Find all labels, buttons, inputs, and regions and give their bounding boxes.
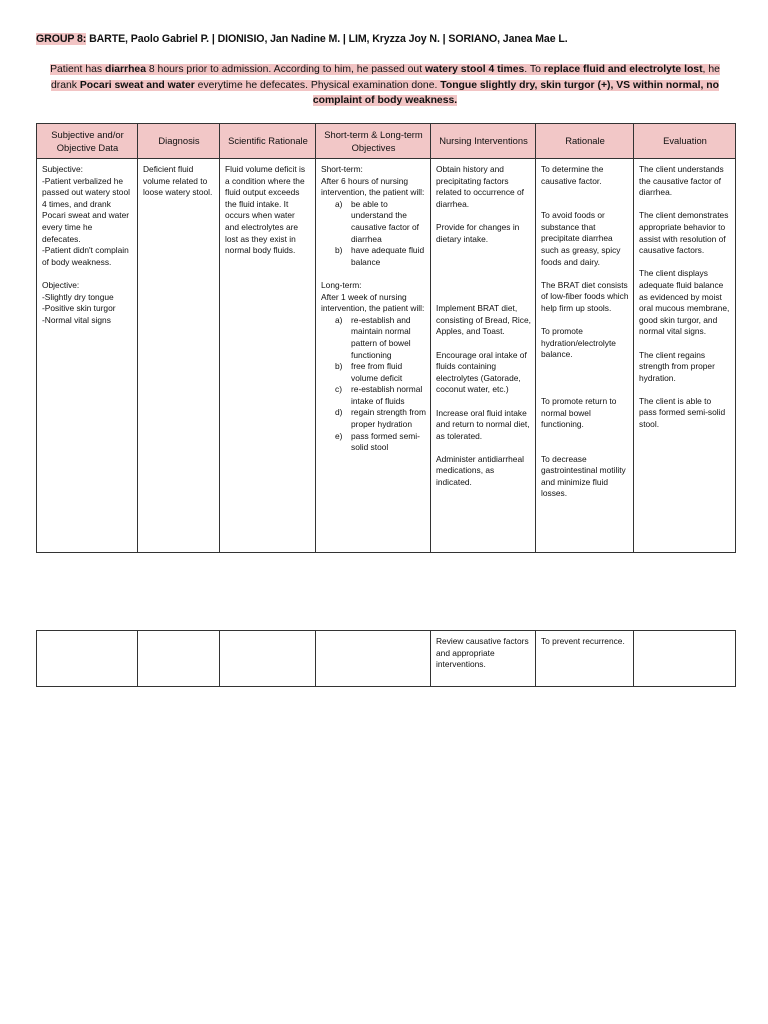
cell-data (37, 159, 138, 553)
scenario-emphasis: replace fluid and electrolyte lost (543, 64, 703, 75)
list-item: c) re-establish normal intake of fluids (335, 384, 423, 406)
continuation-table (36, 630, 736, 687)
scenario-segment: , he drank (50, 64, 720, 91)
header-scientific-rationale: Scientific Rationale (220, 124, 316, 159)
cell-evaluation (634, 159, 736, 553)
objective-item: -Normal vital signs (42, 314, 111, 325)
subjective-item: -Patient didn't complain of body weakness. (42, 245, 129, 267)
rationale-item: To decrease gastrointestinal motility and minimize fluid losses. (541, 453, 626, 499)
cell-empty (316, 631, 431, 687)
table-row (37, 631, 736, 687)
scenario-emphasis: watery stool 4 times (424, 64, 525, 75)
short-term-intro: After 6 hours of nursing intervention, the patient will: (321, 175, 425, 198)
long-term-title: Long-term: (321, 279, 362, 290)
subjective-title: Subjective: (42, 164, 83, 174)
group-members: BARTE, Paolo Gabriel P. | DIONISIO, Jan Nadine M. | LIM, Kryzza Joy N. | SORIANO, Janea Mae L. (89, 33, 568, 45)
scenario-emphasis: Pocari sweat and water (79, 79, 195, 91)
cell-diagnosis: Deficient fluid volume related to loose watery stool. (138, 159, 220, 553)
subjective-item: -Patient verbalized he passed out watery stool 4 times, and drank Pocari sweat and water every time he defecates. (42, 175, 130, 244)
list-item: d) regain strength from proper hydration (335, 407, 426, 430)
rationale-item: To promote return to normal bowel functioning. (541, 395, 617, 430)
intervention-item: Encourage oral intake of fluids containing electrolytes (Gatorade, coconut water, etc.) (436, 349, 527, 395)
list-item: a) be able to understand the causative factor of diarrhea (335, 198, 419, 244)
evaluation-item: The client displays adequate fluid balance as evidenced by moist oral mucous membrane, good skin turgor, and normal vital signs. (639, 268, 730, 337)
patient-scenario (36, 62, 734, 109)
evaluation-item: The client regains strength from proper hydration. (639, 349, 715, 383)
list-item: e) pass formed semi-solid stool (335, 430, 420, 453)
evaluation-item: The client understands the causative factor of diarrhea. (639, 164, 724, 198)
intervention-item: Provide for changes in dietary intake. (436, 221, 520, 244)
objective-item: -Slightly dry tongue (42, 291, 114, 302)
list-item: a) re-establish and maintain normal pattern of bowel functioning (335, 314, 411, 360)
rationale-item: To avoid foods or substance that precipitate diarrhea such as greasy, spicy foods and dairy. (541, 210, 621, 267)
long-term-list (321, 315, 426, 454)
header-objectives: Short-term & Long-term Objectives (316, 124, 431, 159)
scenario-segment: Patient has (50, 64, 105, 75)
scenario-segment: 8 hours prior to admission. According to him, he passed out (146, 64, 425, 75)
list-item: b) free from fluid volume deficit (335, 361, 403, 383)
cell-rationale: To prevent recurrence. (536, 631, 634, 687)
header-data: Subjective and/or Objective Data (37, 124, 138, 159)
intervention-item: Increase oral fluid intake and return to normal diet, as tolerated. (436, 407, 530, 441)
table-row (37, 159, 736, 553)
header-rationale: Rationale (536, 124, 634, 159)
scenario-emphasis: Tongue slightly dry, skin turgor (+), VS within normal, no complaint of body weakness. (312, 79, 719, 106)
scenario-segment: everytime he defecates. Physical examination done. (194, 79, 441, 91)
short-term-title: Short-term: (321, 164, 363, 174)
scenario-emphasis: diarrhea (104, 64, 146, 75)
intervention-item: Implement BRAT diet, consisting of Bread, Rice, Apples, and Toast. (436, 303, 531, 337)
group-members-line (36, 33, 736, 45)
rationale-item: To determine the causative factor. (541, 164, 604, 186)
cell-interventions (431, 159, 536, 553)
scenario-text (50, 64, 720, 106)
nursing-care-plan-table (36, 123, 736, 553)
group-label: GROUP 8: (36, 33, 87, 45)
list-item: b) have adequate fluid balance (335, 245, 425, 267)
evaluation-item: The client demonstrates appropriate behavior to assist with resolution of causative factors. (639, 210, 729, 256)
scenario-segment: . To (524, 64, 544, 75)
cell-empty (220, 631, 316, 687)
header-interventions: Nursing Interventions (431, 124, 536, 159)
rationale-item: The BRAT diet consists of low-fiber foods which help firm up stools. (541, 279, 629, 313)
header-diagnosis: Diagnosis (138, 124, 220, 159)
table-header-row (37, 124, 736, 159)
cell-objectives (316, 159, 431, 553)
cell-empty (138, 631, 220, 687)
intervention-item: Obtain history and precipitating factors related to occurrence of diarrhea. (436, 164, 524, 209)
cell-scientific-rationale: Fluid volume deficit is a condition where the fluid output exceeds the fluid intake. It occurs when water and electrolytes are lost as they exist in normal body fluids. (220, 159, 316, 553)
intervention-item: Administer antidiarrheal medications, as indicated. (436, 453, 524, 488)
cell-interventions: Review causative factors and appropriate interventions. (431, 631, 536, 687)
objective-title: Objective: (42, 279, 80, 290)
cell-empty (37, 631, 138, 687)
cell-empty (634, 631, 736, 687)
cell-rationale (536, 159, 634, 553)
short-term-list (321, 199, 426, 269)
rationale-item: To promote hydration/electrolyte balance. (541, 326, 616, 360)
objective-item: -Positive skin turgor (42, 303, 116, 314)
header-evaluation: Evaluation (634, 124, 736, 159)
evaluation-item: The client is able to pass formed semi-solid stool. (639, 395, 726, 430)
long-term-intro: After 1 week of nursing intervention, the patient will: (321, 291, 425, 314)
